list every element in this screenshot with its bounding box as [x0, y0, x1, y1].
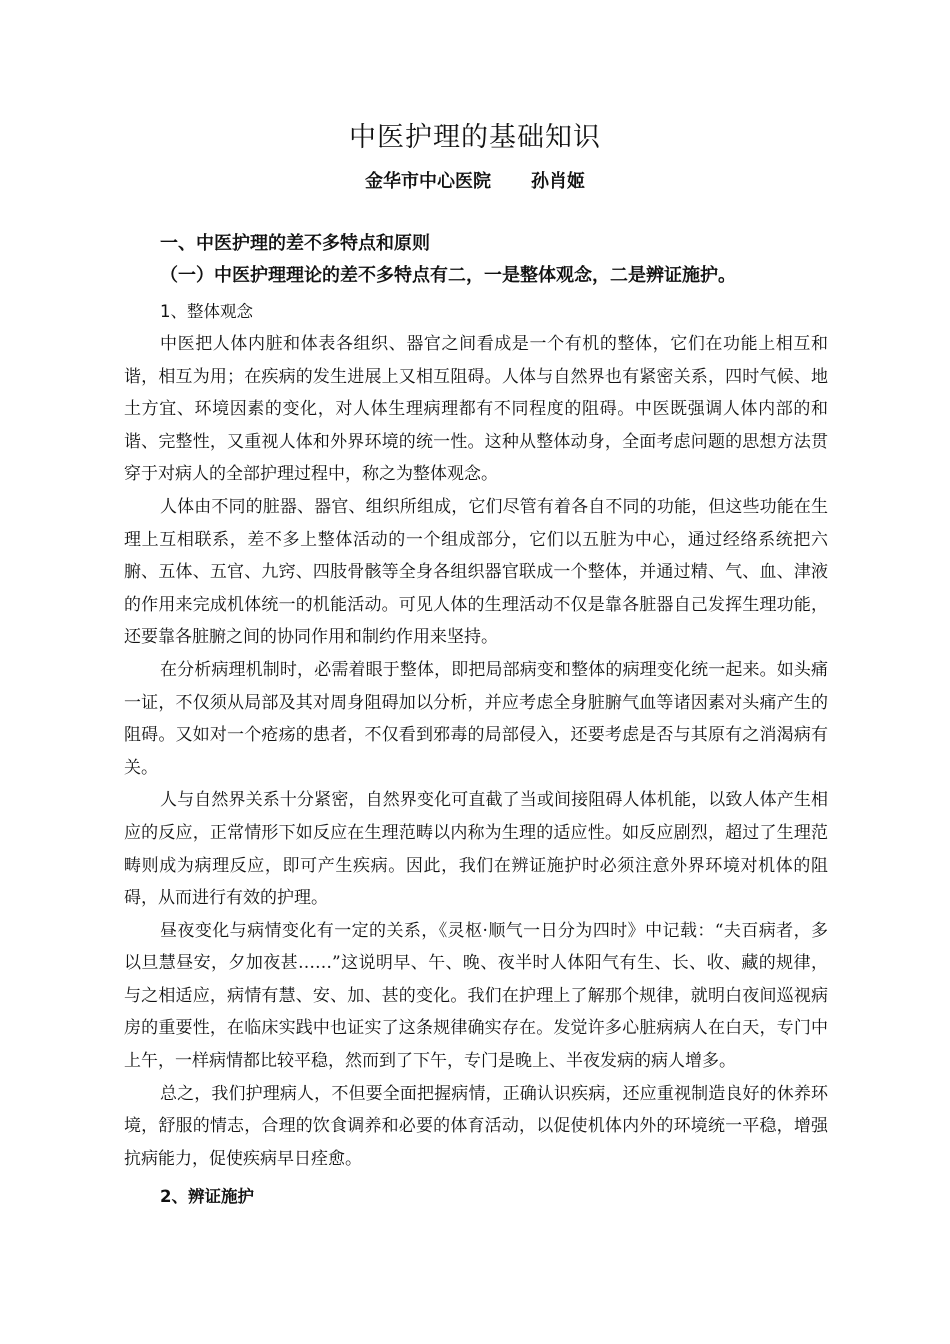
paragraph-6: 总之，我们护理病人，不但要全面把握病情，正确认识疾病，还应重视制造良好的休养环境，舒服的情志，合理的饮食调养和必要的体育活动，以促使机体内外的环境统一平稳，增强抗病能力，促使疾病早日痊愈。	[124, 1083, 828, 1169]
author-hospital: 金华市中心医院	[365, 171, 491, 192]
item-heading-2: 2、辨证施护	[160, 1187, 254, 1207]
author-line	[0, 167, 950, 197]
subsection-heading-1: （一）中医护理理论的差不多特点有二，一是整体观念，二是辨证施护。	[160, 265, 736, 286]
document-title: 中医护理的基础知识	[349, 122, 601, 153]
author-name: 孙肖姬	[531, 171, 585, 192]
paragraph-3: 在分析病理机制时，必需着眼于整体，即把局部病变和整体的病理变化统一起来。如头痛一证，不仅须从局部及其对周身阻碍加以分析，并应考虑全身脏腑气血等诸因素对头痛产生的阻碍。又如对一个疮疡的患者，不仅看到邪毒的局部侵入，还要考虑是否与其原有之消渴病有关。	[124, 659, 828, 778]
paragraph-5: 昼夜变化与病情变化有一定的关系，《灵枢·顺气一日分为四时》中记载：“夫百病者，多以旦慧昼安，夕加夜甚……”这说明早、午、晚、夜半时人体阳气有生、长、收、藏的规律，与之相适应，病情有慧、安、加、甚的变化。我们在护理上了解那个规律，就明白夜间巡视病房的重要性，在临床实践中也证实了这条规律确实存在。发觉许多心脏病病人在白天，专门中上午，一样病情都比较平稳，然而到了下午，专门是晚上、半夜发病的病人增多。	[124, 920, 828, 1072]
paragraph-2: 人体由不同的脏器、器官、组织所组成，它们尽管有着各自不同的功能，但这些功能在生理上互相联系，差不多上整体活动的一个组成部分，它们以五脏为中心，通过经络系统把六腑、五体、五官、九窍、四肢骨骸等全身各组织器官联成一个整体，并通过精、气、血、津液的作用来完成机体统一的机能活动。可见人体的生理活动不仅是靠各脏器自己发挥生理功能，还要靠各脏腑之间的协同作用和制约作用来坚持。	[124, 496, 828, 648]
document-body	[124, 228, 828, 1213]
section-heading-1: 一、中医护理的差不多特点和原则	[160, 233, 430, 254]
item-heading-1: 1、整体观念	[160, 302, 253, 321]
paragraph-4: 人与自然界关系十分紧密，自然界变化可直截了当或间接阻碍人体机能，以致人体产生相应的反应，正常情形下如反应在生理范畴以内称为生理的适应性。如反应剧烈，超过了生理范畴则成为病理反应，即可产生疾病。因此，我们在辨证施护时必须注意外界环境对机体的阻碍，从而进行有效的护理。	[124, 790, 828, 909]
paragraph-1: 中医把人体内脏和体表各组织、器官之间看成是一个有机的整体，它们在功能上相互和谐，相互为用；在疾病的发生进展上又相互阻碍。人体与自然界也有紧密关系，四时气候、地土方宜、环境因素的变化，对人体生理病理都有不同程度的阻碍。中医既强调人体内部的和谐、完整性，又重视人体和外界环境的统一性。这种从整体动身，全面考虑问题的思想方法贯穿于对病人的全部护理过程中，称之为整体观念。	[124, 334, 828, 485]
